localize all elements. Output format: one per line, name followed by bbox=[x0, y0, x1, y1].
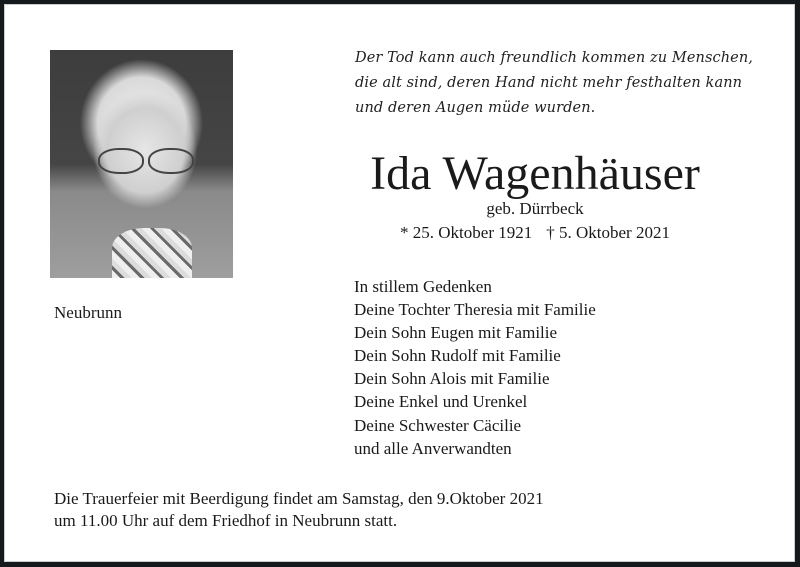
mourner-line: Dein Sohn Rudolf mit Familie bbox=[354, 346, 561, 366]
death-date: † 5. Oktober 2021 bbox=[546, 223, 670, 242]
mourner-line: und alle Anverwandten bbox=[354, 438, 512, 458]
photo-glasses-right bbox=[148, 148, 194, 174]
ceremony-line: Die Trauerfeier mit Beerdigung findet am Samstag, den 9.Oktober 2021 bbox=[54, 489, 544, 508]
quote-line: die alt sind, deren Hand nicht mehr festhalten kann bbox=[355, 75, 743, 91]
mourner-line: Deine Tochter Theresia mit Familie bbox=[354, 300, 596, 320]
birth-date: * 25. Oktober 1921 bbox=[400, 223, 533, 242]
mourners-heading: In stillem Gedenken bbox=[354, 277, 492, 296]
portrait-photo bbox=[50, 50, 233, 278]
quote-line: und deren Augen müde wurden. bbox=[355, 100, 596, 116]
place-of-residence: Neubrunn bbox=[54, 303, 122, 322]
mourner-line: Deine Enkel und Urenkel bbox=[354, 392, 528, 412]
funeral-ceremony-info bbox=[54, 488, 544, 532]
deceased-name: Ida Wagenhäuser bbox=[370, 147, 700, 200]
mourner-line: Dein Sohn Alois mit Familie bbox=[354, 369, 550, 389]
photo-glasses-left bbox=[98, 148, 144, 174]
obituary-notice bbox=[4, 4, 795, 562]
ceremony-line: um 11.00 Uhr auf dem Friedhof in Neubrunn statt. bbox=[54, 511, 398, 530]
photo-scarf bbox=[112, 228, 192, 278]
quote-line: Der Tod kann auch freundlich kommen zu Menschen, bbox=[355, 50, 753, 66]
memorial-quote bbox=[355, 46, 753, 121]
mourners-list bbox=[354, 275, 596, 460]
mourner-line: Dein Sohn Eugen mit Familie bbox=[354, 323, 558, 343]
life-dates bbox=[352, 222, 718, 244]
maiden-name: geb. Dürrbeck bbox=[486, 199, 584, 218]
mourner-line: Deine Schwester Cäcilie bbox=[354, 415, 522, 435]
